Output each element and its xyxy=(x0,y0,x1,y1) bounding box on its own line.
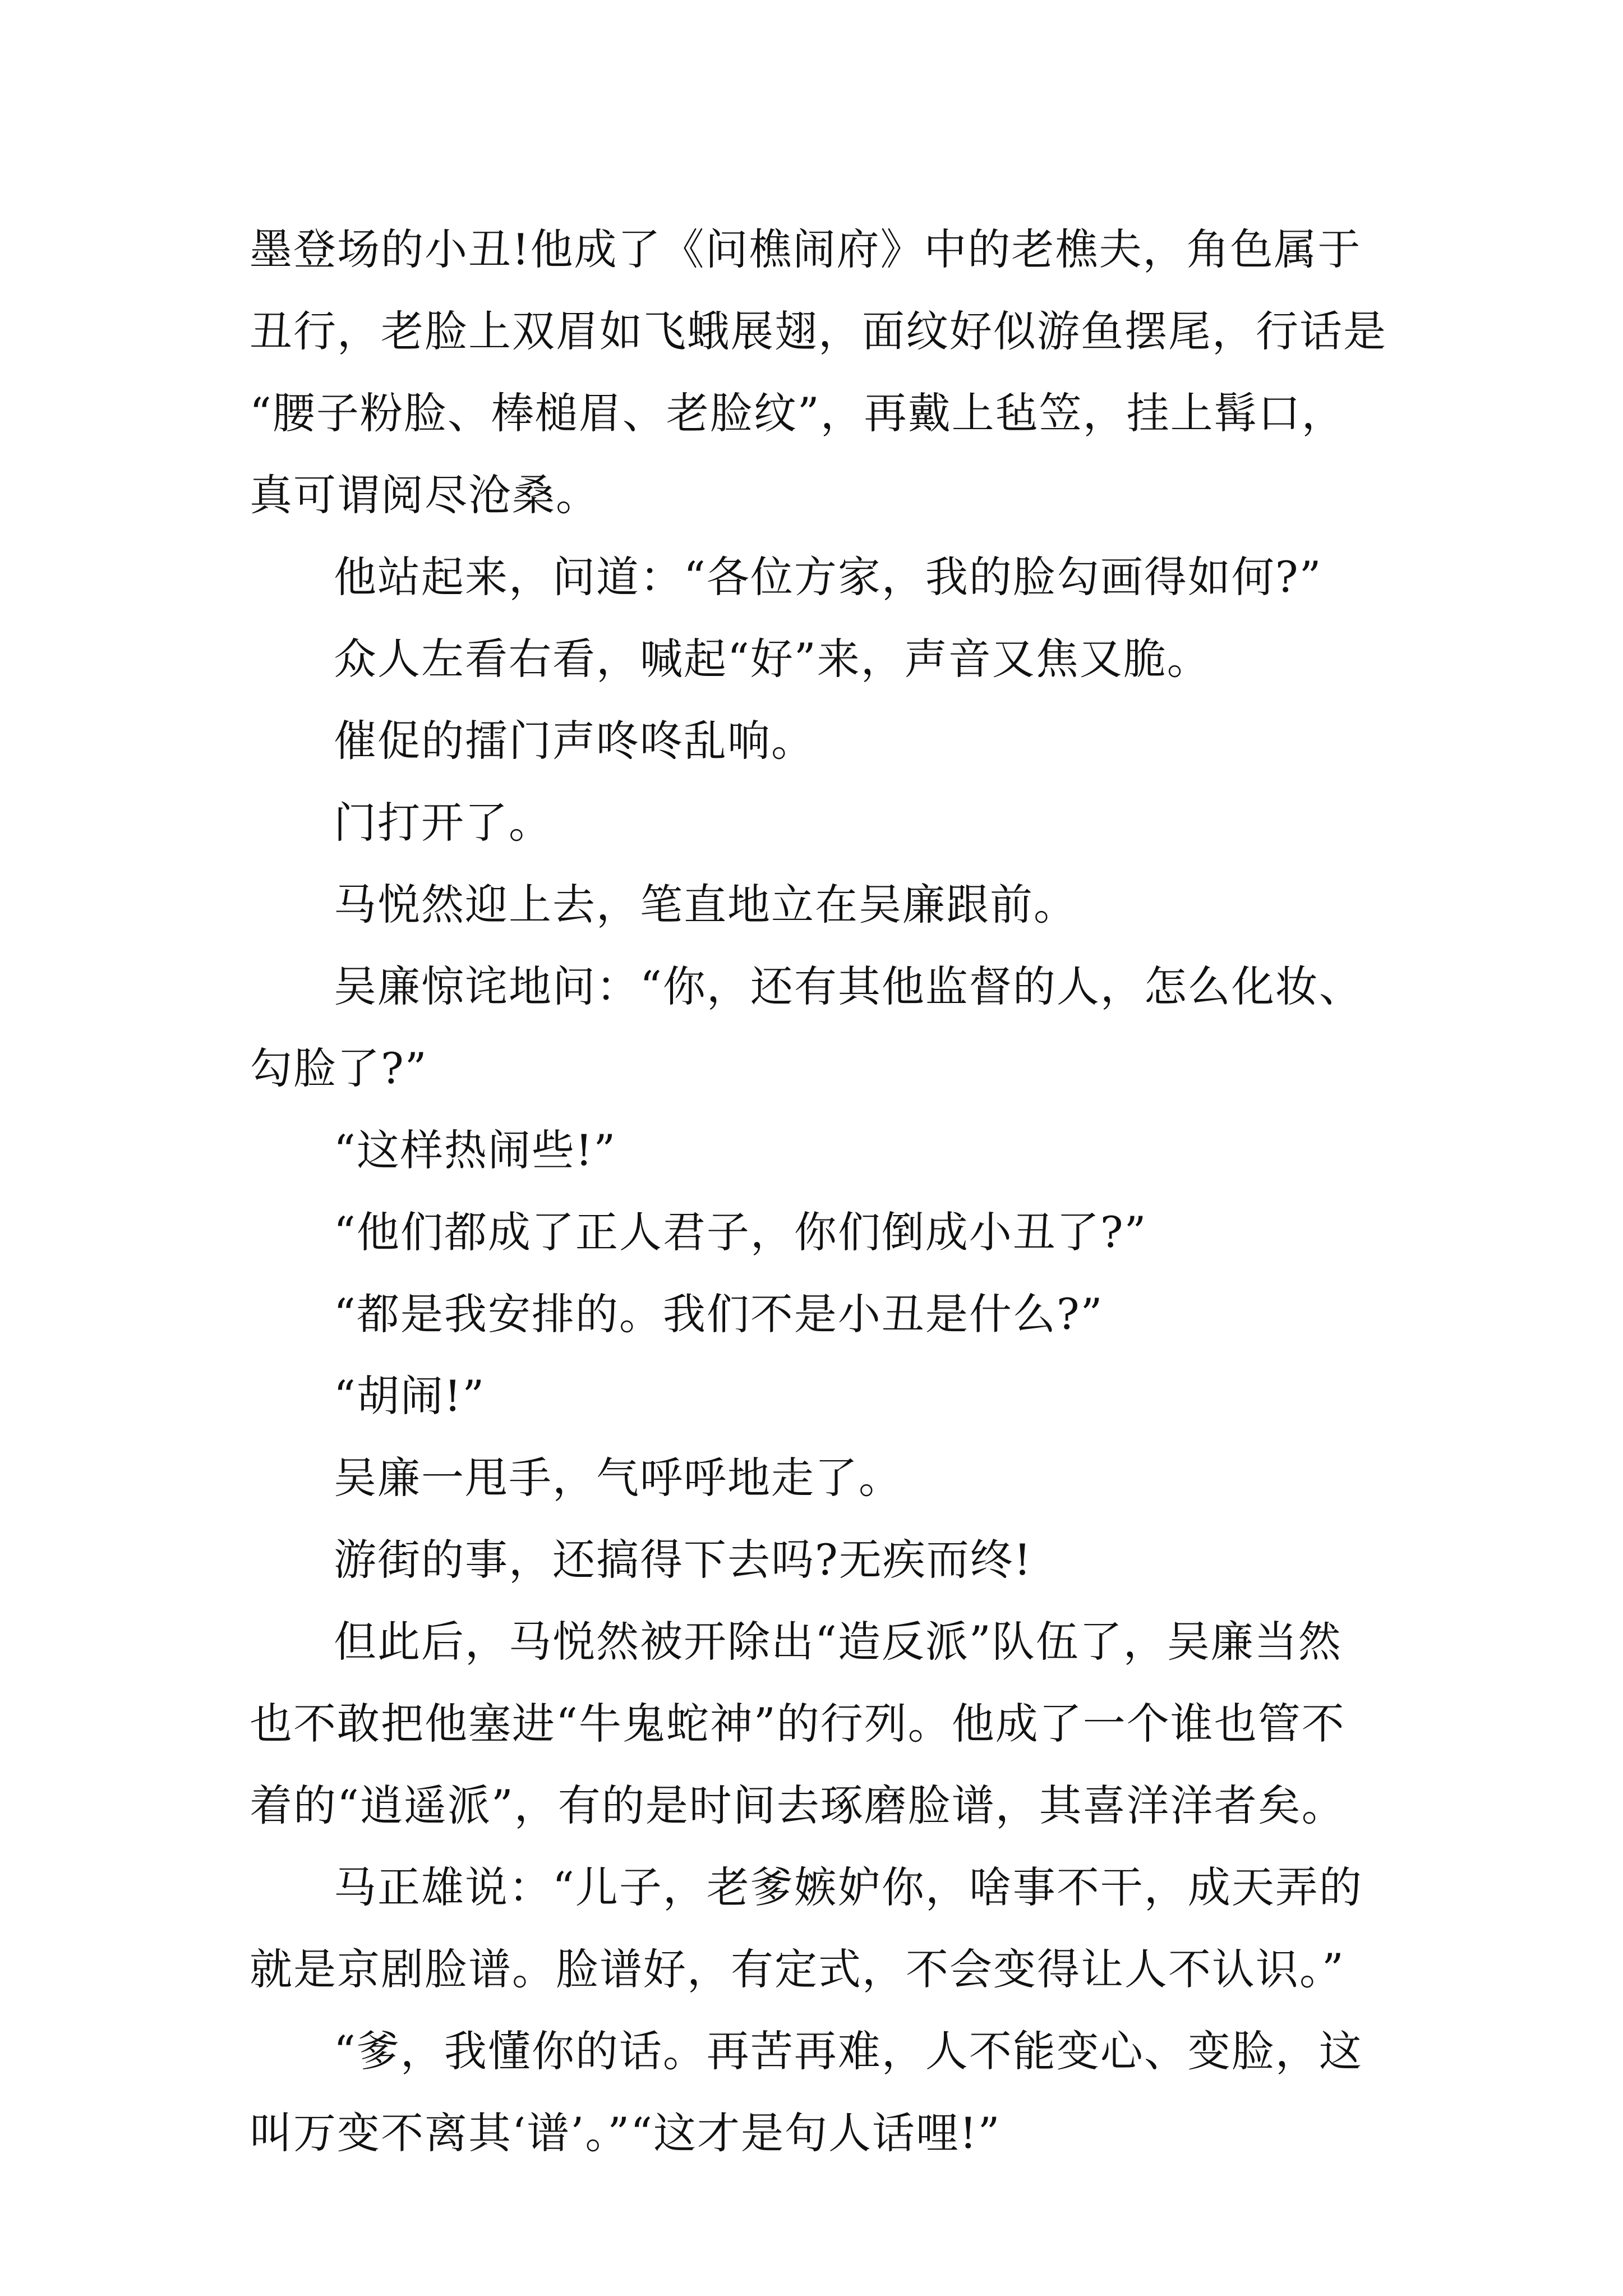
text-line: 墨登场的小丑!他成了《问樵闹府》中的老樵夫，角色属于 xyxy=(250,224,1362,274)
text-line: “都是我安排的。我们不是小丑是什么?” xyxy=(334,1289,1104,1339)
text-line: 勾脸了?” xyxy=(250,1043,428,1093)
text-line: 吴廉惊诧地问：“你，还有其他监督的人，怎么化妆、 xyxy=(334,961,1363,1011)
text-line: 但此后，马悦然被开除出“造反派”队伍了，吴廉当然 xyxy=(334,1617,1342,1667)
text-line: 就是京剧脸谱。脸谱好，有定式，不会变得让人不认识。” xyxy=(250,1944,1345,1994)
text-line: 他站起来，问道：“各位方家，我的脸勾画得如何?” xyxy=(334,552,1322,602)
text-line: 着的“逍遥派”，有的是时间去琢磨脸谱，其喜洋洋者矣。 xyxy=(250,1780,1345,1830)
text-line: 也不敢把他塞进“牛鬼蛇神”的行列。他成了一个谁也管不 xyxy=(250,1699,1345,1749)
text-line: 马正雄说：“儿子，老爹嫉妒你，啥事不干，成天弄的 xyxy=(334,1862,1363,1912)
text-line: 丑行，老脸上双眉如飞蛾展翅，面纹好似游鱼摆尾，行话是 xyxy=(250,306,1387,356)
body-text xyxy=(250,209,1388,2174)
text-line: “他们都成了正人君子，你们倒成小丑了?” xyxy=(334,1207,1147,1257)
text-line: 叫万变不离其‘谱’。”“这才是句人话哩!” xyxy=(250,2108,1001,2158)
text-line: 众人左看右看，喊起“好”来，声音又焦又脆。 xyxy=(334,634,1211,684)
text-line: 马悦然迎上去，笔直地立在吴廉跟前。 xyxy=(334,880,1077,930)
text-line: “爹，我懂你的话。再苦再难，人不能变心、变脸，这 xyxy=(334,2026,1363,2076)
text-line: 真可谓阅尽沧桑。 xyxy=(250,470,600,520)
text-line: “胡闹!” xyxy=(334,1371,486,1421)
text-line: “腰子粉脸、棒槌眉、老脸纹”，再戴上毡笠，挂上髯口， xyxy=(250,388,1345,438)
text-line: 吴廉一甩手，气呼呼地走了。 xyxy=(334,1453,902,1503)
text-line: 催促的擂门声咚咚乱响。 xyxy=(334,716,815,766)
text-line: 门打开了。 xyxy=(334,798,552,848)
text-line: 游街的事，还搞得下去吗?无疾而终! xyxy=(334,1535,1032,1585)
text-line: “这样热闹些!” xyxy=(334,1125,617,1175)
